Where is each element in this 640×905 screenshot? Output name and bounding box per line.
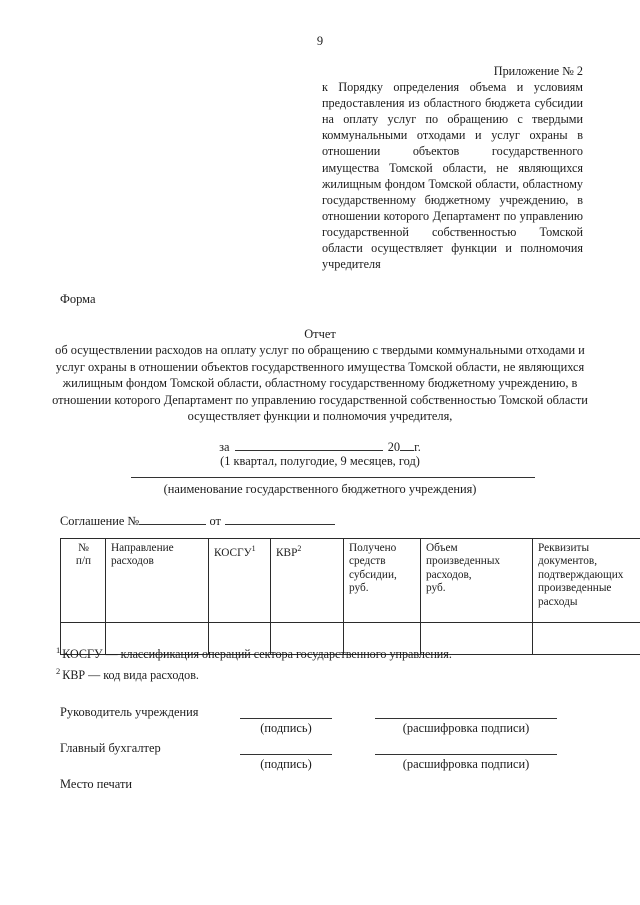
agreement-number-input-rule[interactable] (139, 511, 206, 525)
table-column-volume (421, 539, 533, 623)
institution-name-caption: (наименование государственного бюджетного учреждения) (163, 482, 477, 496)
signature-label-accountant: Главный бухгалтер (60, 741, 161, 755)
signature-decoding-caption-accountant: (расшифровка подписи) (402, 757, 530, 771)
table-column-documents-line2: документов, (538, 555, 598, 568)
footnote-item (56, 663, 586, 684)
table-column-received-line4: руб. (349, 582, 369, 595)
table-header-row (61, 539, 640, 623)
agreement-line (60, 511, 335, 529)
table-column-documents-line1: Реквизиты (538, 542, 590, 554)
table-column-kosgu-label: КОСГУ (214, 546, 252, 559)
signature-block (60, 705, 580, 791)
table-column-direction (106, 539, 209, 623)
table-column-volume-line2: произведенных (426, 555, 501, 568)
expenses-table (60, 538, 640, 655)
table-column-num (61, 539, 106, 623)
table-column-received-line1: Получено (349, 542, 397, 554)
table-column-volume-line1: Объем (426, 542, 458, 554)
appendix-title: Приложение № 2 (493, 64, 583, 78)
report-title: Отчет (304, 327, 336, 341)
footnote-text: КВР — код вида расходов. (62, 667, 199, 682)
table-column-num-line2: п/п (75, 555, 92, 568)
signature-decoding-rule-accountant[interactable] (375, 754, 557, 755)
table-column-volume-line4: руб. (426, 582, 446, 595)
agreement-date-input-rule[interactable] (225, 511, 335, 525)
signature-row-head (60, 705, 580, 741)
period-prefix-label: за (219, 440, 230, 454)
report-period-hint: (1 квартал, полугодие, 9 месяцев, год) (220, 454, 420, 468)
signature-label-head: Руководитель учреждения (60, 705, 199, 719)
form-label: Форма (60, 292, 96, 306)
appendix-block (322, 63, 583, 272)
period-year-prefix: 20 (387, 440, 401, 454)
period-input-rule[interactable] (235, 437, 383, 451)
table-column-documents-line3: подтверждающих (538, 568, 624, 581)
table-column-received-line3: субсидии, (349, 568, 397, 581)
period-year-suffix: г. (414, 440, 421, 454)
report-subtitle: об осуществлении расходов на оплату услуг по обращению с твердыми коммунальными отходами и услуг охраны в отношении объектов государственного имущества Томской области, не являющихся жилищным фондом Томской области, областному государственному бюджетному учреждению, в отношении которого Департамент по управлению государственной собственностью Томской области осуществляет функции и полномочия учредителя, (52, 343, 588, 424)
page-number: 9 (316, 34, 324, 48)
table-column-kvr (271, 539, 344, 623)
signature-caption-head: (подпись) (260, 721, 312, 735)
period-year-input-rule[interactable] (400, 437, 414, 451)
table-column-direction-line1: Направление (111, 542, 174, 554)
table-column-kosgu (209, 539, 271, 623)
appendix-body: к Порядку определения объема и условиям предоставления из областного бюджета субсидии на оплату услуг по обращению с твердыми коммунальными отходами и услуг охраны в отношении объектов государственного имущества Томской области, не являющихся жилищным фондом Томской области, областному государственному бюджетному учреждению, в отношении которого Департамент по управлению государственной собственностью Томской области осуществляет функции и полномочия учредителя (322, 80, 583, 272)
footnote-marker: 2 (56, 665, 61, 676)
table-column-kosgu-footnote-marker: 1 (251, 544, 256, 553)
report-heading (46, 326, 594, 424)
table-column-documents-line4: произведенные (538, 582, 612, 595)
signature-row-accountant (60, 741, 580, 777)
table-column-num-line1: № (78, 542, 89, 554)
table-column-kvr-footnote-marker: 2 (297, 544, 302, 553)
table-column-received (344, 539, 421, 623)
table-column-documents (533, 539, 640, 623)
signature-rule-head[interactable] (240, 718, 332, 719)
signature-rule-accountant[interactable] (240, 754, 332, 755)
table-column-direction-line2: расходов (111, 555, 154, 568)
footnotes (56, 642, 586, 683)
agreement-label: Соглашение № (60, 514, 140, 528)
footnote-marker: 1 (56, 645, 61, 655)
institution-name-rule[interactable] (131, 477, 535, 478)
signature-decoding-rule-head[interactable] (375, 718, 557, 719)
signature-decoding-caption-head: (расшифровка подписи) (402, 721, 530, 735)
table-column-received-line2: средств (349, 555, 386, 568)
table-column-volume-line3: расходов, (426, 568, 472, 581)
stamp-place-label: Место печати (60, 777, 132, 791)
signature-caption-accountant: (подпись) (260, 757, 312, 771)
agreement-from-label: от (209, 514, 221, 528)
footnote-text: КОСГУ — классификация операций сектора государственного управления. (62, 647, 452, 662)
footnote-item (56, 642, 586, 663)
table-column-documents-line5: расходы (538, 595, 578, 608)
table-column-kvr-label: КВР (276, 546, 298, 559)
